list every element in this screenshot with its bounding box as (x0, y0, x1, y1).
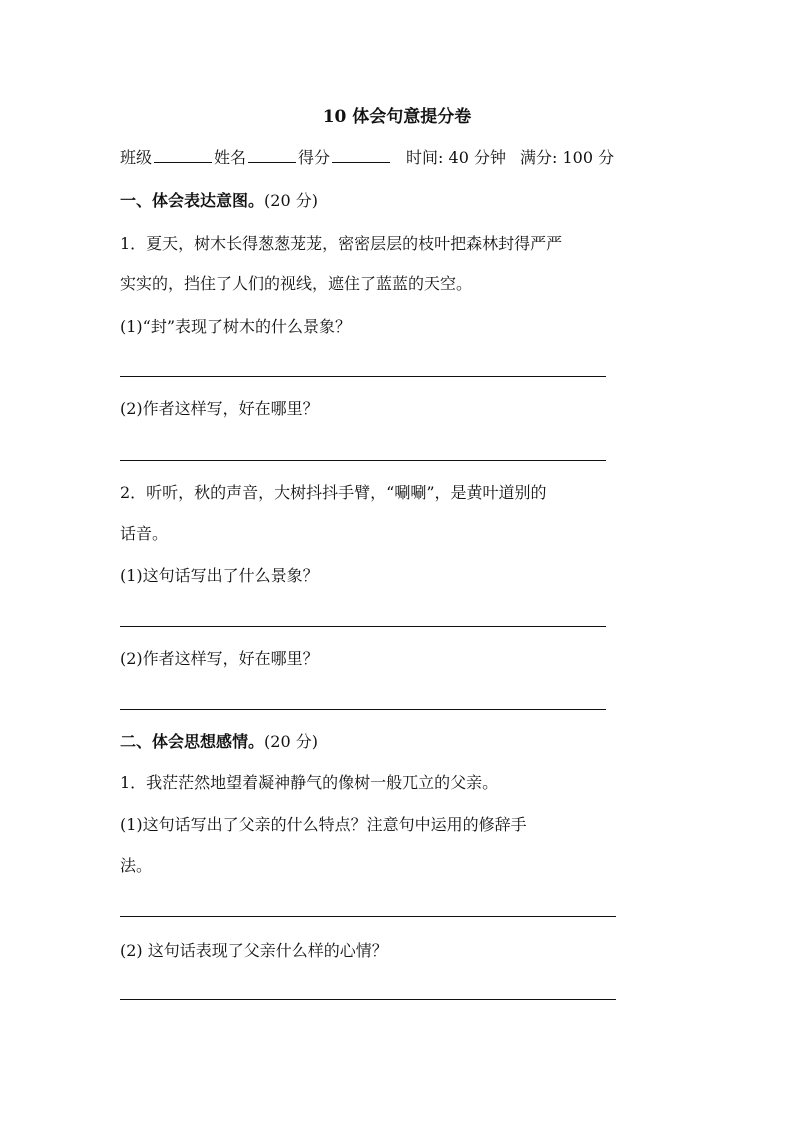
full-score-label: 满分: 100 分 (519, 148, 615, 167)
page-title: 10 体会句意提分卷 (322, 107, 472, 127)
time-label: 时间: 40 分钟 (406, 148, 506, 167)
name-label: 姓名 (214, 148, 247, 167)
score-label: 得分 (298, 148, 331, 167)
s1-q2-sub2-answer-line[interactable] (120, 709, 606, 710)
s1-q1-text-line1: 1．夏天，树木长得葱葱茏茏，密密层层的枝叶把森林封得严严 (120, 234, 563, 253)
s2-q1-sub1-answer-line[interactable] (120, 916, 616, 917)
class-blank[interactable] (154, 146, 212, 163)
s1-q1-sub2-answer-line[interactable] (120, 460, 606, 461)
s2-q1-sub1-line1: (1)这句话写出了父亲的什么特点？注意句中运用的修辞手 (120, 815, 527, 834)
s1-q1-sub1-answer-line[interactable] (120, 376, 606, 377)
s1-q1-sub1: (1)“封”表现了树木的什么景象？ (120, 317, 352, 336)
section-1-score: (20 分) (264, 191, 318, 210)
section-2-heading: 二、体会思想感情。(20 分) (120, 732, 318, 751)
name-blank[interactable] (248, 146, 296, 163)
s1-q1-text-line2: 实实的，挡住了人们的视线，遮住了蓝蓝的天空。 (120, 274, 473, 293)
s1-q2-text-line2: 话音。 (120, 524, 169, 543)
s1-q2-sub1-answer-line[interactable] (120, 626, 606, 627)
s1-q2-sub1: (1)这句话写出了什么景象？ (120, 566, 319, 585)
score-blank[interactable] (332, 146, 390, 163)
s1-q2-text-line1: 2．听听，秋的声音，大树抖抖手臂，“唰唰”，是黄叶道别的 (120, 483, 547, 502)
section-2-score: (20 分) (264, 732, 318, 751)
s2-q1-sub1-line2: 法。 (120, 856, 153, 875)
s2-q1-sub2-answer-line[interactable] (120, 999, 616, 1000)
s2-q1-sub2: (2) 这句话表现了父亲什么样的心情？ (120, 941, 388, 960)
s1-q1-sub2: (2)作者这样写，好在哪里？ (120, 399, 319, 418)
s1-q2-sub2: (2)作者这样写，好在哪里？ (120, 649, 319, 668)
s2-q1-text-line1: 1．我茫茫然地望着凝神静气的像树一般兀立的父亲。 (120, 773, 499, 792)
student-info-line (120, 146, 680, 169)
class-label: 班级 (120, 148, 153, 167)
section-1-heading: 一、体会表达意图。(20 分) (120, 191, 318, 210)
